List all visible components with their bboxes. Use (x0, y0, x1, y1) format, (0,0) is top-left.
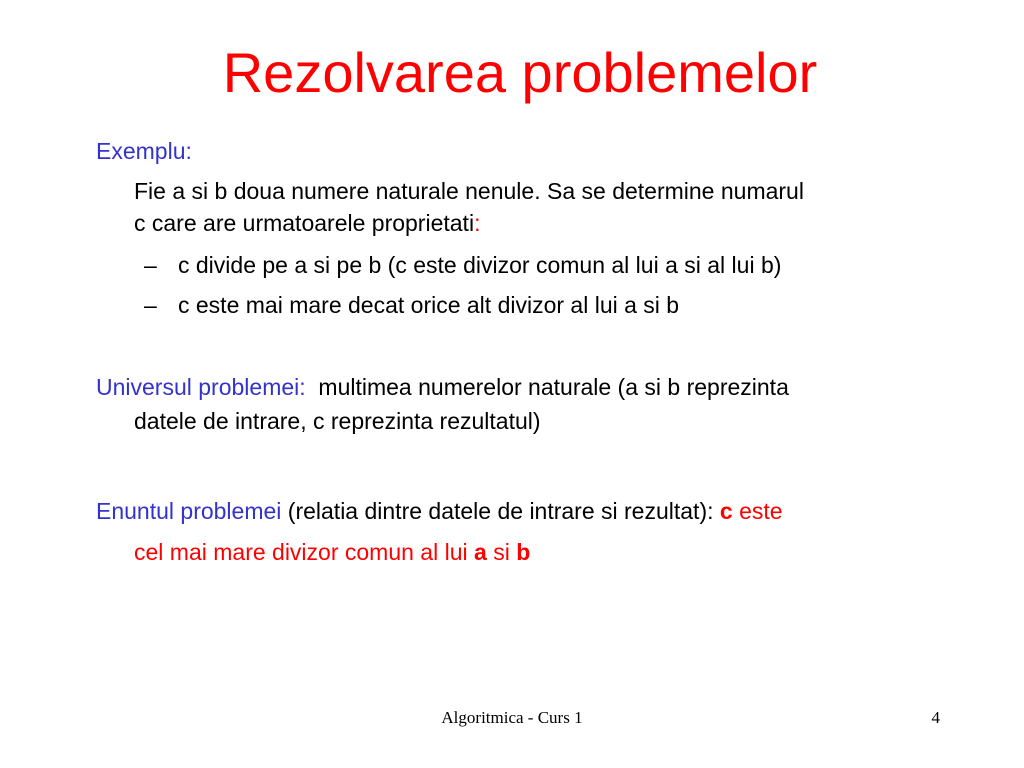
statement-var-c: c (719, 498, 733, 524)
bullet-text-2: c este mai mare decat orice alt divizor al lui a si b (178, 292, 680, 318)
universe-label: Universul problemei: (96, 374, 306, 400)
example-line-1: Fie a si b doua numere naturale nenule. Sa se determine numarul (134, 178, 804, 204)
statement-line-1 (96, 494, 783, 529)
example-line-2 (134, 206, 480, 241)
example-line-2-colon: : (474, 210, 481, 236)
statement-si: si (493, 539, 510, 565)
example-line-2-text: c care are urmatoarele proprietati (134, 210, 475, 236)
bullet-dash-2: – (144, 292, 157, 318)
statement-este: este (739, 498, 783, 524)
universe-line-1 (96, 370, 789, 405)
example-heading: Exemplu: (96, 138, 192, 164)
statement-line-2 (134, 535, 530, 570)
statement-label: Enuntul problemei (96, 498, 282, 524)
footer-course: Algoritmica - Curs 1 (441, 708, 583, 727)
universe-text-1: multimea numerelor naturale (a si b reprezinta (318, 374, 789, 400)
footer-page-number: 4 (931, 708, 940, 727)
statement-text-1: (relatia dintre datele de intrare si rezultat): (287, 498, 714, 524)
slide-title: Rezolvarea problemelor (222, 41, 818, 104)
statement-line-2-prefix: cel mai mare divizor comun al lui (134, 539, 468, 565)
statement-var-b: b (516, 539, 531, 565)
bullet-dash-1: – (144, 252, 157, 278)
bullet-text-1: c divide pe a si pe b (c este divizor comun al lui a si al lui b) (178, 252, 782, 278)
statement-var-a: a (474, 539, 487, 565)
universe-line-2: datele de intrare, c reprezinta rezultatul) (134, 408, 541, 434)
